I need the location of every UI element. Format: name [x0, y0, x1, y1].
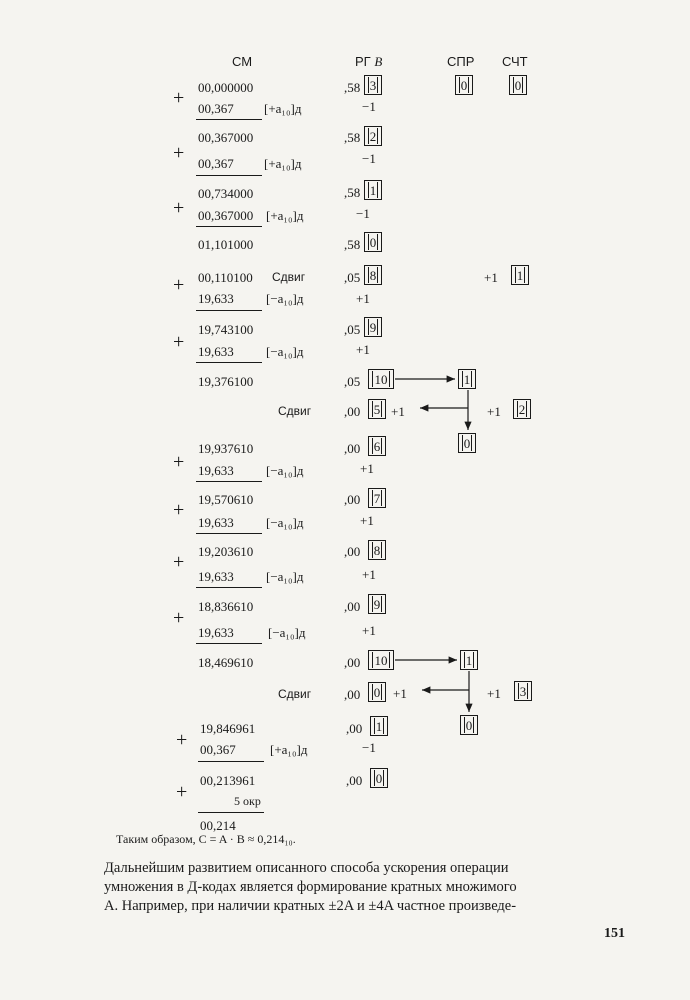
- sum-rule: [196, 175, 262, 176]
- rg-value: ,58: [344, 130, 361, 145]
- rg-digit-box: 7: [368, 488, 386, 508]
- rg-value: ,00: [346, 773, 363, 788]
- sm-value: 18,836610: [198, 599, 254, 614]
- header-rg: РГ B: [355, 54, 383, 69]
- rg-value: ,00: [344, 599, 361, 614]
- rg-value: ,58: [344, 237, 361, 252]
- sm-operand: 00,367: [198, 101, 234, 116]
- sch-increment: +1: [487, 404, 501, 419]
- operation-label: [+a₁₀]д: [264, 101, 302, 116]
- plus-sign: +: [173, 87, 185, 109]
- sm-operand: 19,633: [198, 463, 234, 478]
- rg-increment: +1: [360, 513, 374, 528]
- sm-value: 19,846961: [200, 721, 256, 736]
- rg-value: ,00: [344, 404, 361, 419]
- rg-digit-box: 0: [364, 232, 382, 252]
- shift-label: Сдвиг: [278, 404, 312, 418]
- sm-value: 19,203610: [198, 544, 254, 559]
- sm-value: 00,110100: [198, 270, 253, 285]
- sch-register-box: 1: [511, 265, 529, 285]
- plus-sign: +: [173, 451, 185, 473]
- header-sch: СЧТ: [502, 54, 528, 69]
- operation-label: [−a₁₀]д: [266, 569, 304, 584]
- operation-label: [−a₁₀]д: [266, 515, 304, 530]
- rg-digit-box: 10: [368, 650, 394, 670]
- sum-rule: [196, 119, 262, 120]
- rg-value: ,00: [344, 492, 361, 507]
- rg-digit-box: 1: [370, 716, 388, 736]
- rg-digit-box: 6: [368, 436, 386, 456]
- plus-sign: +: [176, 729, 188, 751]
- shift-label: Сдвиг: [272, 270, 306, 284]
- spr-register-box: 0: [460, 715, 478, 735]
- rg-digit-box: 3: [364, 75, 382, 95]
- sch-register-box: 2: [513, 399, 531, 419]
- rg-increment: −1: [362, 740, 376, 755]
- plus-sign: +: [173, 331, 185, 353]
- plus-sign: +: [173, 274, 185, 296]
- rg-digit-box: 8: [368, 540, 386, 560]
- plus-sign: +: [173, 197, 185, 219]
- operation-label: [−a₁₀]д: [266, 344, 304, 359]
- operation-label: [−a₁₀]д: [266, 291, 304, 306]
- rg-value: ,00: [344, 441, 361, 456]
- operation-label: [+a₁₀]д: [270, 742, 308, 757]
- sm-value: 00,367000: [198, 130, 254, 145]
- sm-operand: 19,633: [198, 291, 234, 306]
- sch-increment: +1: [484, 270, 498, 285]
- result-line: Таким образом, C = A · B ≈ 0,214₁₀.: [116, 832, 296, 846]
- operation-label: [−a₁₀]д: [266, 463, 304, 478]
- body-paragraph: [104, 859, 632, 916]
- spr-register-box: 0: [458, 433, 476, 453]
- rg-increment: +1: [360, 461, 374, 476]
- plus-sign: +: [173, 607, 185, 629]
- sm-operand: 00,367: [200, 742, 236, 757]
- sch-register-box: 0: [509, 75, 527, 95]
- sm-value: 19,570610: [198, 492, 254, 507]
- header-spr: СПР: [447, 54, 475, 69]
- result-value: 00,214: [200, 818, 236, 833]
- rg-increment: +1: [393, 686, 407, 701]
- sm-operand: 00,367: [198, 156, 234, 171]
- rg-value: ,00: [344, 544, 361, 559]
- sum-rule: [198, 812, 264, 813]
- sm-value: 19,743100: [198, 322, 254, 337]
- rg-value: ,58: [344, 185, 361, 200]
- sum-rule: [196, 226, 262, 227]
- sum-rule: [196, 643, 262, 644]
- header-sm: СМ: [232, 54, 253, 69]
- rg-increment: +1: [362, 623, 376, 638]
- sm-value: 18,469610: [198, 655, 254, 670]
- rg-digit-box: 8: [364, 265, 382, 285]
- rg-digit-box: 10: [368, 369, 394, 389]
- sum-rule: [196, 362, 262, 363]
- rg-digit-box: 5: [368, 399, 386, 419]
- plus-sign: +: [173, 551, 185, 573]
- operation-label: [−a₁₀]д: [268, 625, 306, 640]
- rg-digit-box: 2: [364, 126, 382, 146]
- rg-increment: +1: [356, 342, 370, 357]
- sm-value: 00,000000: [198, 80, 254, 95]
- rg-value: ,05: [344, 322, 361, 337]
- rg-increment: +1: [362, 567, 376, 582]
- sch-increment: +1: [487, 686, 501, 701]
- rg-value: ,05: [344, 270, 361, 285]
- rg-value: ,00: [346, 721, 363, 736]
- sm-operand: 19,633: [198, 569, 234, 584]
- rg-value: ,00: [344, 655, 361, 670]
- rg-increment: +1: [391, 404, 405, 419]
- sm-operand: 19,633: [198, 344, 234, 359]
- rg-digit-box: 1: [364, 180, 382, 200]
- sm-operand: 19,633: [198, 515, 234, 530]
- plus-sign: +: [173, 499, 185, 521]
- sm-operand: 00,367000: [198, 208, 254, 223]
- spr-register-box: 1: [458, 369, 476, 389]
- rg-value: ,05: [344, 374, 361, 389]
- sum-rule: [196, 481, 262, 482]
- rg-value: ,58: [344, 80, 361, 95]
- sm-value: 00,734000: [198, 186, 254, 201]
- paragraph-line: A. Например, при наличии кратных ±2A и ±4A частное произведе-: [104, 898, 517, 914]
- paragraph-line: Дальнейшим развитием описанного способа ускорения операции: [104, 860, 509, 876]
- rg-increment: +1: [356, 291, 370, 306]
- operation-label: [+a₁₀]д: [266, 208, 304, 223]
- sum-rule: [198, 761, 264, 762]
- spr-register-box: 1: [460, 650, 478, 670]
- sm-value: 00,213961: [200, 773, 256, 788]
- rg-value: ,00: [344, 687, 361, 702]
- plus-sign: +: [173, 142, 185, 164]
- rounding-note: 5 окр: [234, 794, 261, 808]
- sch-register-box: 3: [514, 681, 532, 701]
- rg-increment: −1: [356, 206, 370, 221]
- sm-operand: 19,633: [198, 625, 234, 640]
- sm-value: 19,937610: [198, 441, 254, 456]
- rg-increment: −1: [362, 99, 376, 114]
- rg-digit-box: 0: [368, 682, 386, 702]
- sum-rule: [196, 587, 262, 588]
- sum-rule: [196, 533, 262, 534]
- plus-sign: +: [176, 781, 188, 803]
- sm-value: 19,376100: [198, 374, 254, 389]
- sum-rule: [196, 310, 262, 311]
- rg-digit-box: 0: [370, 768, 388, 788]
- page-number: 151: [604, 926, 625, 941]
- rg-digit-box: 9: [368, 594, 386, 614]
- rg-increment: −1: [362, 151, 376, 166]
- sm-value: 01,101000: [198, 237, 254, 252]
- rg-digit-box: 9: [364, 317, 382, 337]
- spr-register-box: 0: [455, 75, 473, 95]
- operation-label: [+a₁₀]д: [264, 156, 302, 171]
- shift-label: Сдвиг: [278, 687, 312, 701]
- paragraph-line: умножения в Д-кодах является формирование кратных множимого: [104, 879, 517, 895]
